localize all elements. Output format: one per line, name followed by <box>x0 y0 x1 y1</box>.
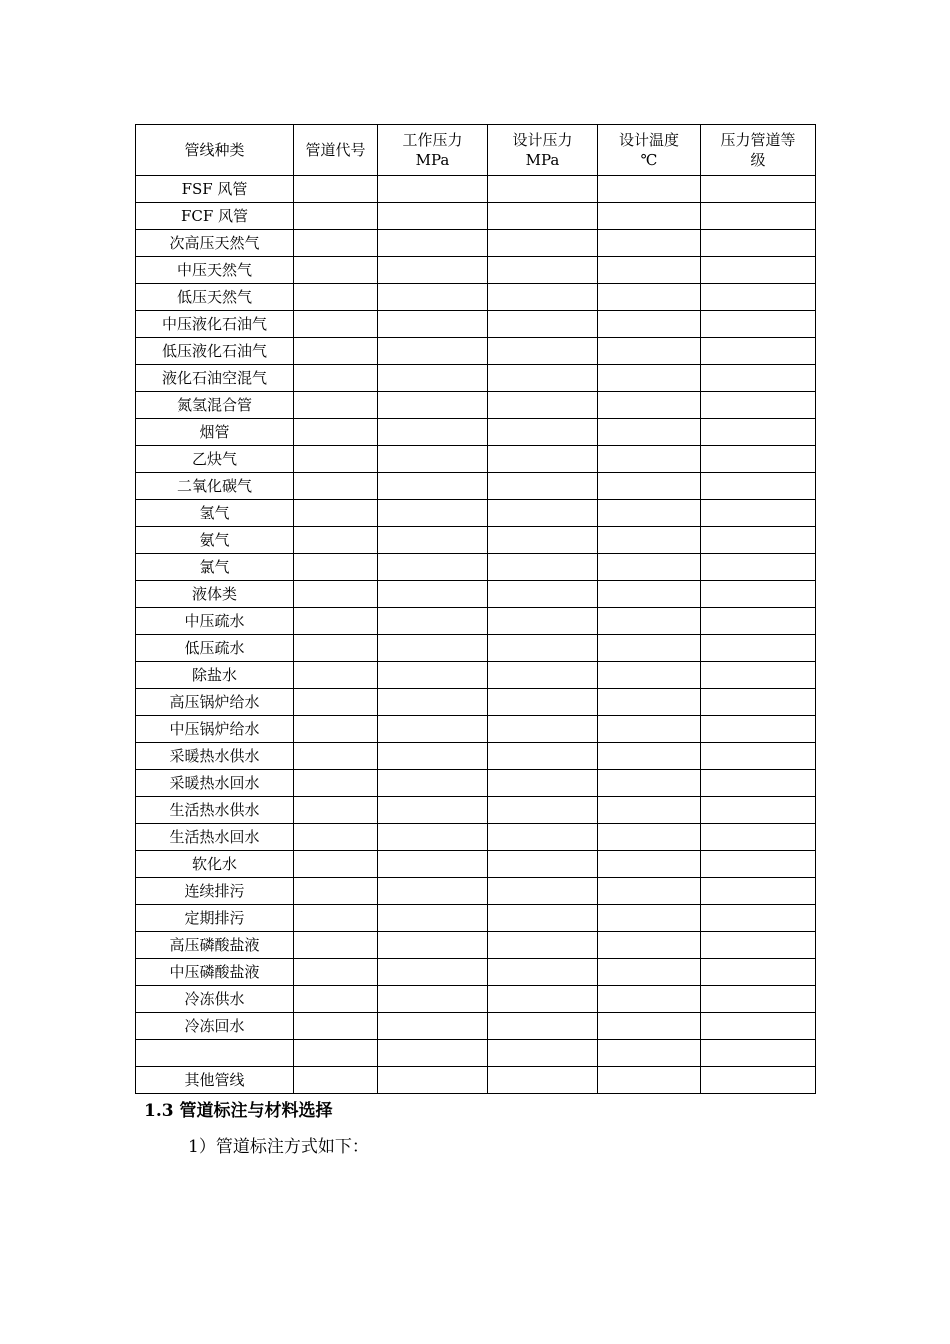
cell-pipe-kind: 冷冻回水 <box>136 1013 294 1040</box>
table-row <box>136 338 816 365</box>
cell-design-temperature <box>598 959 701 986</box>
cell-design-temperature <box>598 1040 701 1067</box>
cell-pipe-kind: 氢气 <box>136 500 294 527</box>
cell-pipe-code <box>294 662 378 689</box>
cell-design-temperature <box>598 473 701 500</box>
table-row <box>136 284 816 311</box>
cell-pipe-code <box>294 500 378 527</box>
cell-working-pressure <box>378 1067 488 1094</box>
cell-pressure-grade <box>701 284 816 311</box>
cell-pipe-code <box>294 176 378 203</box>
cell-working-pressure <box>378 446 488 473</box>
cell-pressure-grade <box>701 905 816 932</box>
cell-pipe-code <box>294 365 378 392</box>
cell-working-pressure <box>378 905 488 932</box>
cell-design-pressure <box>488 203 598 230</box>
cell-design-temperature <box>598 554 701 581</box>
table-row <box>136 581 816 608</box>
cell-pipe-code <box>294 257 378 284</box>
cell-design-pressure <box>488 284 598 311</box>
cell-working-pressure <box>378 824 488 851</box>
cell-pipe-kind: 生活热水供水 <box>136 797 294 824</box>
cell-design-temperature <box>598 500 701 527</box>
table-row <box>136 392 816 419</box>
cell-pressure-grade <box>701 527 816 554</box>
table-row <box>136 959 816 986</box>
cell-design-pressure <box>488 230 598 257</box>
cell-pipe-code <box>294 716 378 743</box>
cell-pipe-kind: 氮氢混合管 <box>136 392 294 419</box>
cell-design-pressure <box>488 392 598 419</box>
table-row <box>136 446 816 473</box>
cell-design-pressure <box>488 770 598 797</box>
cell-design-temperature <box>598 716 701 743</box>
cell-design-pressure <box>488 986 598 1013</box>
table-row <box>136 419 816 446</box>
cell-pressure-grade <box>701 743 816 770</box>
table-row <box>136 824 816 851</box>
cell-design-pressure <box>488 932 598 959</box>
header-pipe-code: 管道代号 <box>294 125 378 176</box>
cell-design-temperature <box>598 257 701 284</box>
cell-working-pressure <box>378 257 488 284</box>
cell-pipe-kind: 其他管线 <box>136 1067 294 1094</box>
cell-pressure-grade <box>701 689 816 716</box>
cell-pipe-code <box>294 446 378 473</box>
cell-working-pressure <box>378 662 488 689</box>
cell-pressure-grade <box>701 851 816 878</box>
table-row <box>136 365 816 392</box>
cell-design-temperature <box>598 1067 701 1094</box>
cell-pressure-grade <box>701 500 816 527</box>
cell-pipe-kind: FCF 风管 <box>136 203 294 230</box>
cell-pipe-kind: 高压磷酸盐液 <box>136 932 294 959</box>
cell-design-pressure <box>488 446 598 473</box>
cell-working-pressure <box>378 986 488 1013</box>
cell-working-pressure <box>378 554 488 581</box>
table-row <box>136 1040 816 1067</box>
cell-pipe-kind: 冷冻供水 <box>136 986 294 1013</box>
header-pressure-pipe-grade: 压力管道等 级 <box>701 125 816 176</box>
cell-pressure-grade <box>701 176 816 203</box>
cell-pipe-code <box>294 743 378 770</box>
cell-pressure-grade <box>701 1067 816 1094</box>
cell-design-pressure <box>488 905 598 932</box>
cell-pipe-kind: 低压疏水 <box>136 635 294 662</box>
cell-pressure-grade <box>701 1013 816 1040</box>
cell-working-pressure <box>378 1013 488 1040</box>
table-row <box>136 527 816 554</box>
cell-pipe-code <box>294 824 378 851</box>
table-row <box>136 1013 816 1040</box>
table-row <box>136 1067 816 1094</box>
cell-pipe-code <box>294 608 378 635</box>
table-row <box>136 176 816 203</box>
cell-design-temperature <box>598 770 701 797</box>
cell-working-pressure <box>378 473 488 500</box>
table-row <box>136 905 816 932</box>
cell-pipe-code <box>294 473 378 500</box>
cell-pipe-code <box>294 959 378 986</box>
cell-pressure-grade <box>701 257 816 284</box>
cell-design-pressure <box>488 797 598 824</box>
cell-pressure-grade <box>701 446 816 473</box>
table-row <box>136 257 816 284</box>
cell-pipe-code <box>294 905 378 932</box>
cell-design-pressure <box>488 824 598 851</box>
cell-pressure-grade <box>701 365 816 392</box>
cell-pipe-code <box>294 230 378 257</box>
cell-pipe-kind: 烟管 <box>136 419 294 446</box>
cell-pressure-grade <box>701 932 816 959</box>
cell-design-temperature <box>598 581 701 608</box>
cell-design-pressure <box>488 257 598 284</box>
cell-working-pressure <box>378 230 488 257</box>
cell-design-temperature <box>598 986 701 1013</box>
cell-working-pressure <box>378 770 488 797</box>
cell-working-pressure <box>378 689 488 716</box>
cell-design-temperature <box>598 365 701 392</box>
cell-pipe-kind: 中压天然气 <box>136 257 294 284</box>
cell-design-pressure <box>488 311 598 338</box>
cell-working-pressure <box>378 635 488 662</box>
cell-design-temperature <box>598 284 701 311</box>
cell-design-temperature <box>598 797 701 824</box>
cell-design-temperature <box>598 419 701 446</box>
cell-pipe-kind: 二氧化碳气 <box>136 473 294 500</box>
cell-pipe-code <box>294 554 378 581</box>
cell-pressure-grade <box>701 878 816 905</box>
cell-design-temperature <box>598 851 701 878</box>
cell-working-pressure <box>378 203 488 230</box>
cell-pressure-grade <box>701 770 816 797</box>
cell-design-pressure <box>488 176 598 203</box>
cell-working-pressure <box>378 959 488 986</box>
cell-pipe-kind: 生活热水回水 <box>136 824 294 851</box>
table-row <box>136 473 816 500</box>
header-design-temperature: 设计温度 ℃ <box>598 125 701 176</box>
cell-design-temperature <box>598 824 701 851</box>
cell-pipe-code <box>294 311 378 338</box>
cell-working-pressure <box>378 878 488 905</box>
cell-design-temperature <box>598 932 701 959</box>
cell-design-pressure <box>488 527 598 554</box>
cell-pressure-grade <box>701 419 816 446</box>
cell-working-pressure <box>378 716 488 743</box>
cell-design-temperature <box>598 905 701 932</box>
cell-design-temperature <box>598 689 701 716</box>
cell-design-pressure <box>488 635 598 662</box>
cell-design-pressure <box>488 878 598 905</box>
cell-pipe-code <box>294 527 378 554</box>
cell-working-pressure <box>378 500 488 527</box>
cell-design-temperature <box>598 203 701 230</box>
cell-pipe-code <box>294 878 378 905</box>
cell-design-pressure <box>488 554 598 581</box>
cell-pressure-grade <box>701 203 816 230</box>
cell-working-pressure <box>378 392 488 419</box>
cell-design-pressure <box>488 338 598 365</box>
cell-design-pressure <box>488 689 598 716</box>
cell-pressure-grade <box>701 1040 816 1067</box>
cell-working-pressure <box>378 419 488 446</box>
header-working-pressure: 工作压力 MPa <box>378 125 488 176</box>
table-row <box>136 716 816 743</box>
section-heading: 1.3 管道标注与材料选择 <box>144 1101 333 1121</box>
cell-pipe-code <box>294 1013 378 1040</box>
cell-pipe-kind: 软化水 <box>136 851 294 878</box>
cell-design-pressure <box>488 581 598 608</box>
table-row <box>136 797 816 824</box>
cell-working-pressure <box>378 527 488 554</box>
cell-pipe-kind: 定期排污 <box>136 905 294 932</box>
cell-pipe-kind: 氯气 <box>136 554 294 581</box>
cell-pipe-kind: FSF 风管 <box>136 176 294 203</box>
cell-working-pressure <box>378 365 488 392</box>
table-row <box>136 878 816 905</box>
cell-working-pressure <box>378 851 488 878</box>
cell-pipe-kind <box>136 1040 294 1067</box>
table-row <box>136 932 816 959</box>
table-row <box>136 689 816 716</box>
cell-pipe-kind: 液化石油空混气 <box>136 365 294 392</box>
cell-design-pressure <box>488 959 598 986</box>
cell-design-temperature <box>598 527 701 554</box>
cell-working-pressure <box>378 581 488 608</box>
cell-pipe-kind: 次高压天然气 <box>136 230 294 257</box>
cell-design-temperature <box>598 446 701 473</box>
cell-design-temperature <box>598 176 701 203</box>
cell-pipe-code <box>294 581 378 608</box>
cell-working-pressure <box>378 743 488 770</box>
cell-pipe-code <box>294 797 378 824</box>
pipe-class-table <box>135 124 816 1094</box>
cell-working-pressure <box>378 176 488 203</box>
cell-design-temperature <box>598 1013 701 1040</box>
cell-pipe-code <box>294 284 378 311</box>
cell-pipe-kind: 氨气 <box>136 527 294 554</box>
cell-design-pressure <box>488 716 598 743</box>
header-design-pressure: 设计压力 MPa <box>488 125 598 176</box>
cell-pipe-code <box>294 1067 378 1094</box>
cell-pressure-grade <box>701 716 816 743</box>
cell-pipe-kind: 高压锅炉给水 <box>136 689 294 716</box>
cell-pipe-kind: 除盐水 <box>136 662 294 689</box>
cell-design-pressure <box>488 743 598 770</box>
cell-pipe-code <box>294 986 378 1013</box>
cell-pipe-kind: 低压天然气 <box>136 284 294 311</box>
cell-pipe-code <box>294 338 378 365</box>
table-row <box>136 608 816 635</box>
cell-pressure-grade <box>701 635 816 662</box>
cell-design-pressure <box>488 500 598 527</box>
cell-pipe-code <box>294 1040 378 1067</box>
cell-design-pressure <box>488 1040 598 1067</box>
cell-working-pressure <box>378 608 488 635</box>
cell-design-temperature <box>598 311 701 338</box>
cell-design-temperature <box>598 635 701 662</box>
cell-design-temperature <box>598 230 701 257</box>
cell-pipe-code <box>294 932 378 959</box>
cell-design-temperature <box>598 392 701 419</box>
cell-design-temperature <box>598 743 701 770</box>
cell-pipe-kind: 低压液化石油气 <box>136 338 294 365</box>
cell-pipe-code <box>294 203 378 230</box>
cell-working-pressure <box>378 338 488 365</box>
cell-design-pressure <box>488 419 598 446</box>
cell-design-pressure <box>488 365 598 392</box>
cell-pipe-kind: 中压液化石油气 <box>136 311 294 338</box>
table-row <box>136 500 816 527</box>
cell-pipe-code <box>294 770 378 797</box>
cell-design-pressure <box>488 662 598 689</box>
cell-pipe-kind: 中压磷酸盐液 <box>136 959 294 986</box>
table-row <box>136 635 816 662</box>
table-row <box>136 851 816 878</box>
table-body <box>136 176 816 1094</box>
cell-pressure-grade <box>701 959 816 986</box>
cell-pipe-kind: 采暖热水回水 <box>136 770 294 797</box>
cell-pressure-grade <box>701 986 816 1013</box>
cell-pipe-kind: 液体类 <box>136 581 294 608</box>
table-row <box>136 986 816 1013</box>
table-row <box>136 230 816 257</box>
cell-pipe-kind: 中压锅炉给水 <box>136 716 294 743</box>
cell-pressure-grade <box>701 473 816 500</box>
cell-pressure-grade <box>701 797 816 824</box>
cell-design-temperature <box>598 608 701 635</box>
cell-pipe-kind: 连续排污 <box>136 878 294 905</box>
cell-pipe-kind: 中压疏水 <box>136 608 294 635</box>
table-row <box>136 743 816 770</box>
cell-design-pressure <box>488 473 598 500</box>
cell-pressure-grade <box>701 662 816 689</box>
cell-working-pressure <box>378 932 488 959</box>
cell-working-pressure <box>378 311 488 338</box>
cell-pressure-grade <box>701 311 816 338</box>
cell-design-pressure <box>488 608 598 635</box>
cell-design-temperature <box>598 338 701 365</box>
cell-pressure-grade <box>701 554 816 581</box>
cell-working-pressure <box>378 1040 488 1067</box>
table-row <box>136 770 816 797</box>
cell-working-pressure <box>378 284 488 311</box>
cell-design-temperature <box>598 662 701 689</box>
cell-pipe-code <box>294 419 378 446</box>
cell-pipe-code <box>294 392 378 419</box>
cell-pipe-code <box>294 635 378 662</box>
cell-design-pressure <box>488 851 598 878</box>
cell-pressure-grade <box>701 392 816 419</box>
header-pipe-kind: 管线种类 <box>136 125 294 176</box>
cell-pipe-code <box>294 851 378 878</box>
cell-pipe-code <box>294 689 378 716</box>
table-row <box>136 662 816 689</box>
cell-design-temperature <box>598 878 701 905</box>
table-row <box>136 203 816 230</box>
cell-pressure-grade <box>701 338 816 365</box>
cell-design-pressure <box>488 1067 598 1094</box>
cell-pressure-grade <box>701 581 816 608</box>
cell-pressure-grade <box>701 608 816 635</box>
table-row <box>136 554 816 581</box>
cell-working-pressure <box>378 797 488 824</box>
cell-pipe-kind: 乙炔气 <box>136 446 294 473</box>
cell-pipe-kind: 采暖热水供水 <box>136 743 294 770</box>
cell-pressure-grade <box>701 230 816 257</box>
cell-design-pressure <box>488 1013 598 1040</box>
table-header-row <box>136 125 816 176</box>
section-paragraph: 1）管道标注方式如下： <box>188 1137 369 1157</box>
cell-pressure-grade <box>701 824 816 851</box>
table-row <box>136 311 816 338</box>
